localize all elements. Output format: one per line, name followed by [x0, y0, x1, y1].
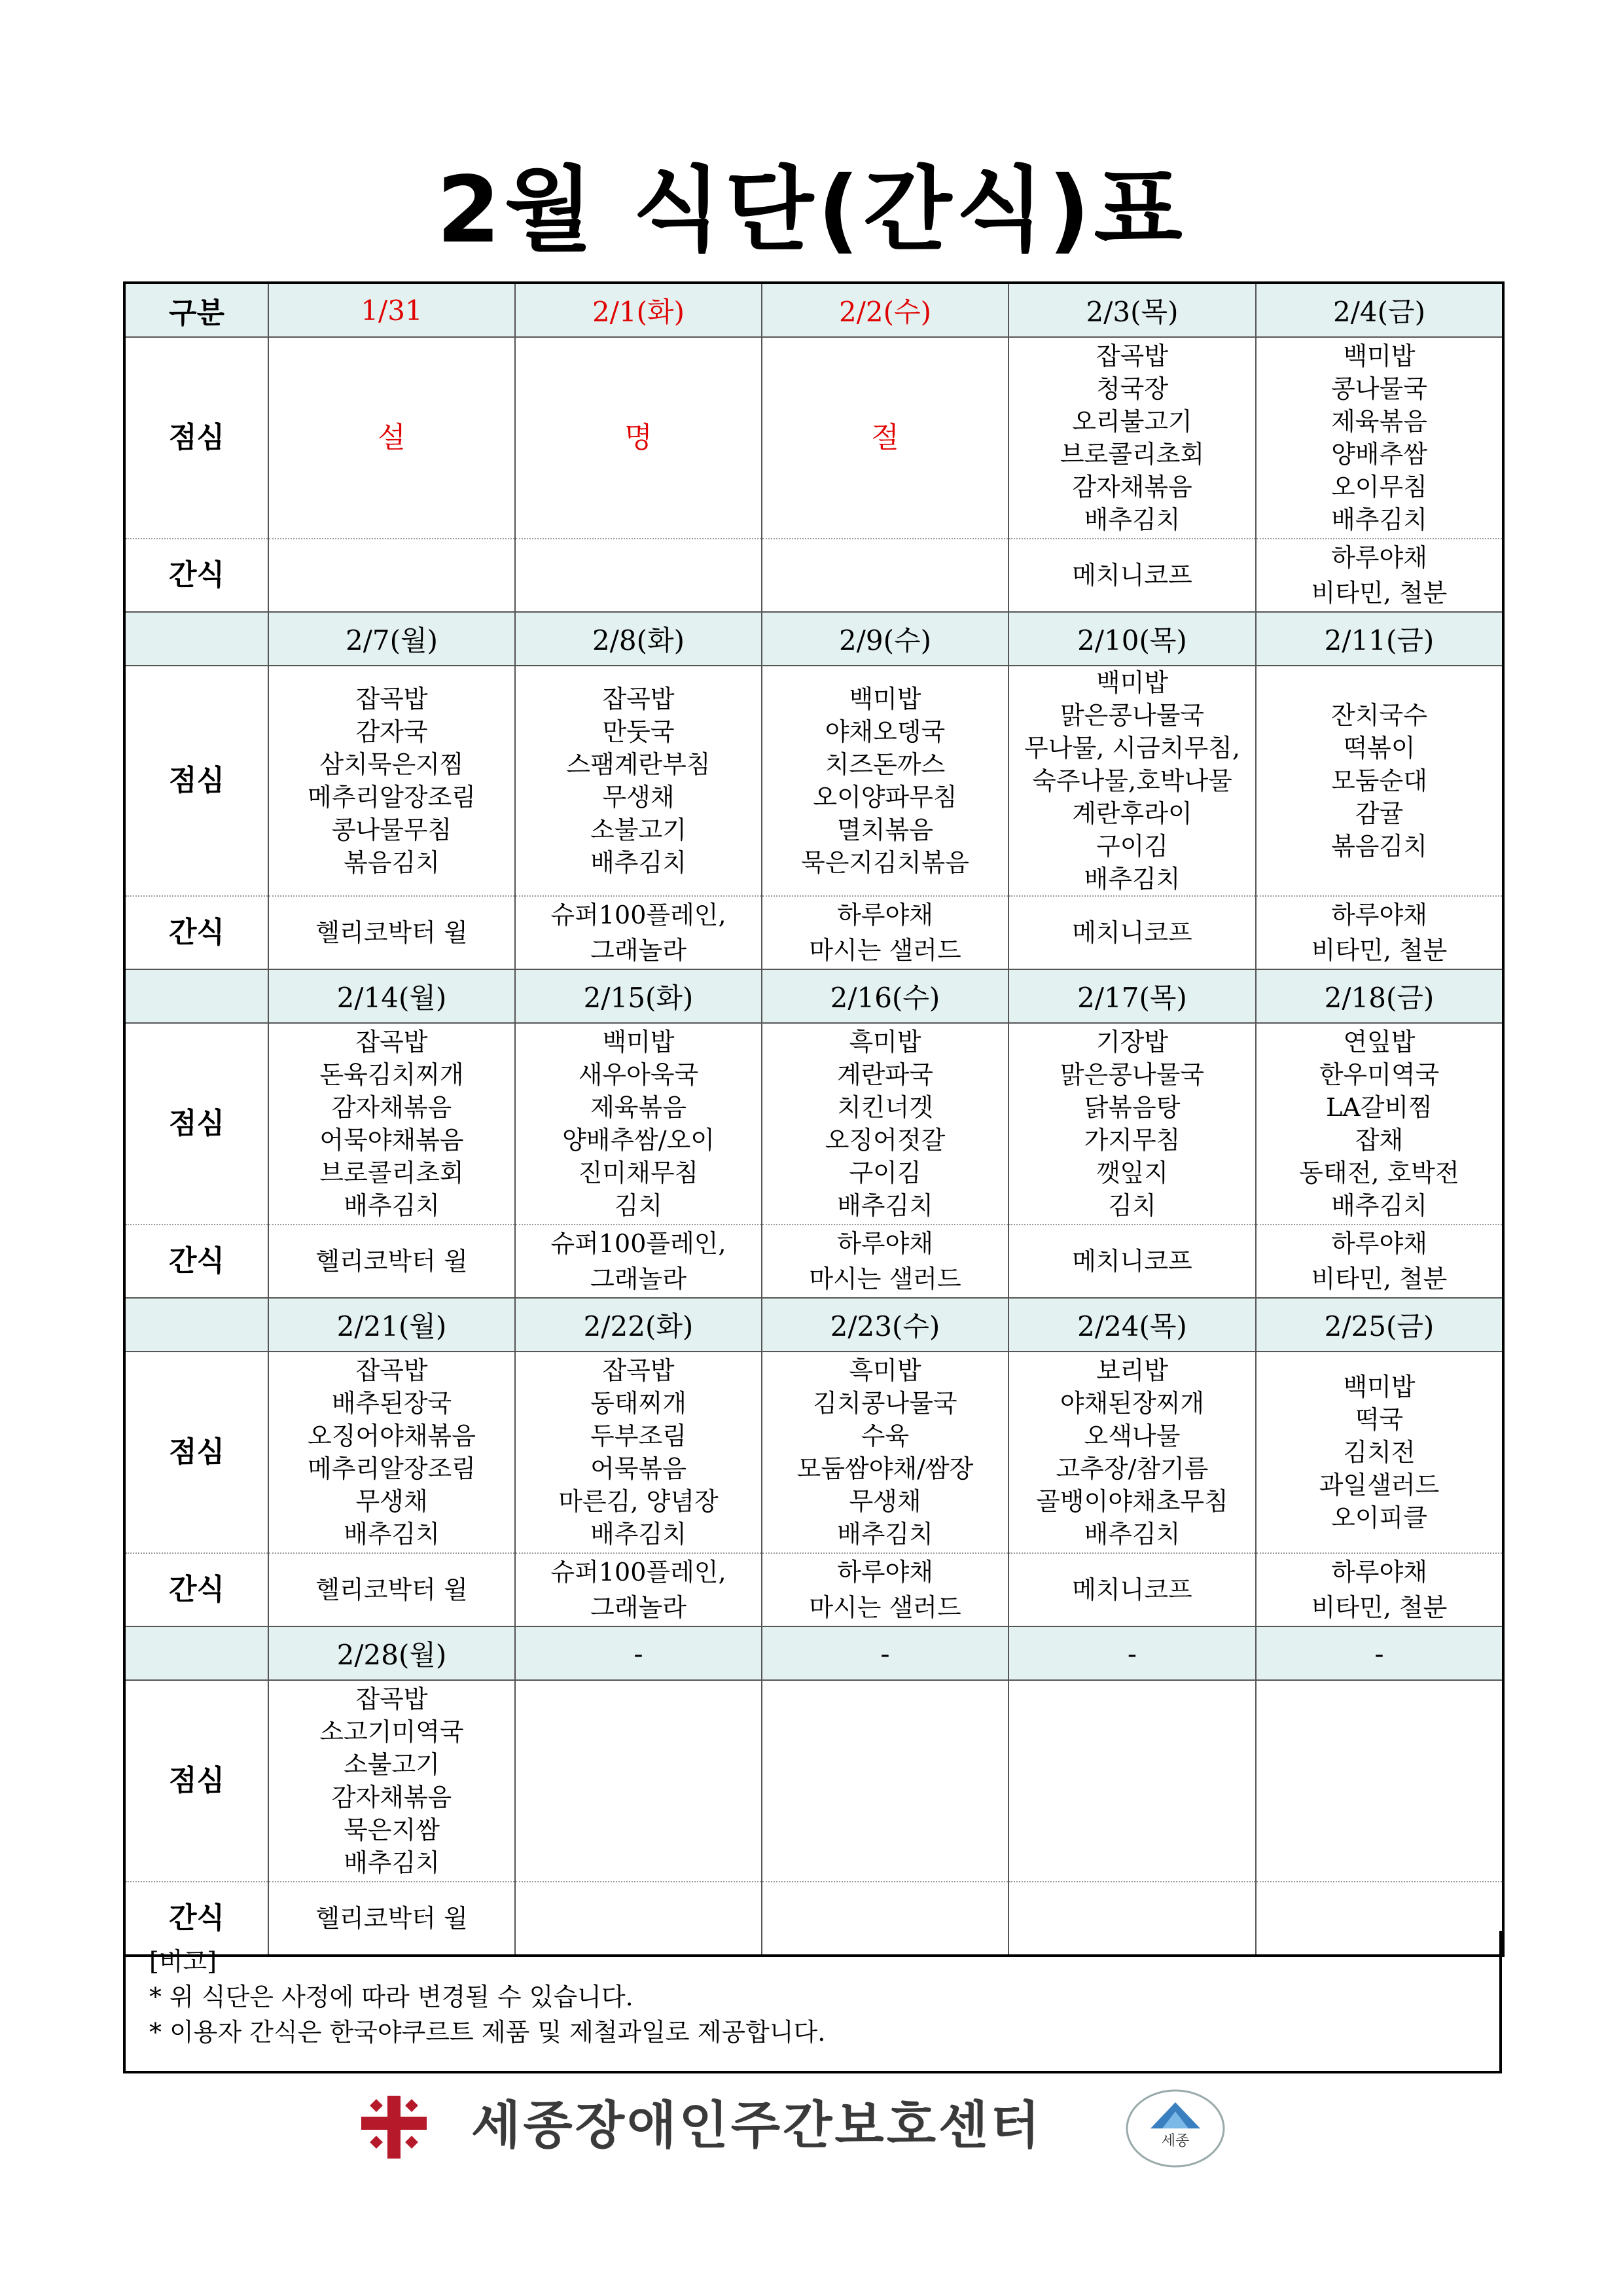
menu-item: 묵은지쌈	[344, 1816, 440, 1844]
menu-item: 무나물, 시금치무침,	[1024, 734, 1240, 762]
snack-cell	[1008, 539, 1256, 612]
snack-cell	[762, 896, 1008, 969]
snack-row	[124, 896, 1503, 969]
menu-item: 묵은지김치볶음	[801, 848, 969, 877]
snack-cell	[1256, 1225, 1503, 1298]
category-label-cell	[124, 1298, 268, 1352]
date-cell: 2/18(금)	[1256, 969, 1503, 1023]
date-cell: 2/11(금)	[1256, 612, 1503, 666]
date-cell: 2/22(화)	[515, 1298, 762, 1352]
snack-cell	[268, 1553, 515, 1626]
menu-item: 동태찌개	[590, 1389, 687, 1418]
menu-item: 구이김	[1096, 832, 1169, 861]
snack-cell	[1256, 896, 1503, 969]
menu-item: 양배추쌈	[1331, 440, 1427, 469]
lunch-cell	[1256, 337, 1503, 539]
lunch-cell	[268, 1680, 515, 1882]
menu-item: 모둠순대	[1331, 766, 1427, 795]
menu-item: 배추김치	[1331, 1191, 1427, 1220]
menu-item: 흑미밥	[849, 1356, 921, 1385]
lunch-cell	[1008, 1352, 1256, 1553]
menu-item: 새우아욱국	[578, 1060, 699, 1089]
week-header-row	[124, 1298, 1503, 1352]
menu-item: 감자국	[355, 717, 428, 746]
snack-item: 메치니코프	[1072, 918, 1192, 947]
lunch-cell	[1256, 1023, 1503, 1225]
snack-cell	[1256, 1553, 1503, 1626]
menu-item: 잡곡밥	[355, 685, 428, 713]
snack-item: 그래놀라	[590, 936, 687, 965]
menu-item: 배추김치	[1331, 505, 1427, 534]
menu-item: 잡곡밥	[355, 1356, 428, 1385]
menu-item: 닭볶음탕	[1084, 1093, 1181, 1122]
snack-item: 메치니코프	[1072, 1247, 1192, 1276]
menu-item: 잡곡밥	[355, 1685, 428, 1713]
snack-cell	[268, 896, 515, 969]
menu-item: 숙주나물,호박나물	[1032, 766, 1232, 795]
date-cell: 2/10(목)	[1008, 612, 1256, 666]
menu-item: 과일샐러드	[1319, 1471, 1440, 1499]
menu-item: 동태전, 호박전	[1299, 1158, 1459, 1187]
lunch-label: 점심	[124, 1023, 268, 1225]
lunch-row	[124, 1352, 1503, 1553]
notes-line: * 이용자 간식은 한국야쿠르트 제품 및 제철과일로 제공합니다.	[149, 2018, 826, 2047]
menu-item: 양배추쌈/오이	[562, 1126, 715, 1155]
menu-item: 어묵야채볶음	[319, 1126, 464, 1155]
date-cell: 2/28(월)	[268, 1626, 515, 1680]
menu-item: 브로콜리초회	[319, 1158, 464, 1187]
menu-item: 잡곡밥	[602, 1356, 675, 1385]
menu-item: 메추리알장조림	[308, 1454, 476, 1483]
menu-item: 마른김, 양념장	[558, 1487, 719, 1516]
snack-item: 헬리코박터 윌	[315, 1575, 468, 1604]
menu-item: 무생채	[602, 783, 675, 812]
week-header-row	[124, 1626, 1503, 1680]
lunch-row	[124, 666, 1503, 896]
date-cell: 1/31	[268, 283, 515, 337]
lunch-cell	[1008, 1023, 1256, 1225]
menu-item: 백미밥	[1096, 668, 1169, 697]
meal-table	[123, 281, 1505, 1957]
date-cell: 2/7(월)	[268, 612, 515, 666]
lunch-cell: 절	[762, 337, 1008, 539]
snack-label: 간식	[124, 539, 268, 612]
lunch-cell	[762, 1680, 1008, 1882]
menu-item: 어묵볶음	[590, 1454, 687, 1483]
menu-item: 오이양파무침	[813, 783, 957, 812]
snack-item: 슈퍼100플레인,	[550, 901, 726, 929]
lunch-cell	[762, 1352, 1008, 1553]
snack-item: 메치니코프	[1072, 561, 1192, 590]
menu-item: 연잎밥	[1343, 1028, 1416, 1056]
menu-item: 기장밥	[1096, 1028, 1169, 1056]
lunch-cell	[1008, 1680, 1256, 1882]
menu-item: 구이김	[849, 1158, 921, 1187]
menu-item: 배추김치	[1084, 865, 1181, 893]
menu-item: 콩나물무침	[331, 816, 452, 844]
menu-item: 잡곡밥	[355, 1028, 428, 1056]
snack-label: 간식	[124, 1882, 268, 1956]
menu-item: 소고기미역국	[319, 1717, 464, 1746]
snack-item: 하루야채	[1331, 1229, 1427, 1258]
snack-item: 헬리코박터 윌	[315, 918, 468, 947]
menu-item: 소불고기	[344, 1750, 440, 1779]
date-cell: -	[515, 1626, 762, 1680]
lunch-label: 점심	[124, 1680, 268, 1882]
lunch-cell	[515, 666, 762, 896]
snack-row	[124, 1553, 1503, 1626]
date-cell: 2/24(목)	[1008, 1298, 1256, 1352]
menu-item: 소불고기	[590, 816, 687, 844]
menu-item: 백미밥	[602, 1028, 675, 1056]
menu-item: 깻잎지	[1096, 1158, 1169, 1187]
lunch-row	[124, 1023, 1503, 1225]
lunch-label: 점심	[124, 337, 268, 539]
menu-item: 계란후라이	[1072, 799, 1192, 828]
category-label-cell	[124, 969, 268, 1023]
menu-item: 야채오뎅국	[825, 717, 946, 746]
snack-item: 마시는 샐러드	[809, 1265, 961, 1293]
date-cell: 2/16(수)	[762, 969, 1008, 1023]
city-seal-icon	[1124, 2088, 1226, 2169]
menu-item: 맑은콩나물국	[1060, 1060, 1205, 1089]
date-cell: -	[1008, 1626, 1256, 1680]
menu-item: 볶음김치	[344, 848, 440, 877]
snack-row	[124, 539, 1503, 612]
snack-item: 헬리코박터 윌	[315, 1247, 468, 1276]
menu-item: 떡볶이	[1343, 734, 1416, 762]
menu-item: 콩나물국	[1331, 374, 1427, 403]
menu-item: 배추김치	[837, 1191, 933, 1220]
lunch-cell	[762, 1023, 1008, 1225]
menu-item: 배추된장국	[331, 1389, 452, 1418]
menu-item: 메추리알장조림	[308, 783, 476, 812]
menu-item: 배추김치	[590, 1520, 687, 1549]
snack-cell	[515, 896, 762, 969]
snack-item: 하루야채	[1331, 543, 1427, 572]
menu-item: 제육볶음	[1331, 407, 1427, 436]
lunch-label: 점심	[124, 1352, 268, 1553]
menu-item: 김치	[614, 1191, 663, 1220]
menu-item: 모둠쌈야채/쌈장	[796, 1454, 974, 1483]
menu-item: 백미밥	[849, 685, 921, 713]
menu-item: 볶음김치	[1331, 832, 1427, 861]
category-label-cell	[124, 612, 268, 666]
menu-item: 김치콩나물국	[813, 1389, 957, 1418]
page-title: 2월 식단(간식)표	[437, 157, 1186, 264]
menu-item: 브로콜리초회	[1060, 440, 1205, 469]
week-header-row	[124, 969, 1503, 1023]
menu-item: 수육	[861, 1422, 910, 1450]
menu-item: 배추김치	[344, 1191, 440, 1220]
snack-cell	[762, 1225, 1008, 1298]
menu-item: 삼치묵은지찜	[319, 750, 464, 779]
organization-name: 세종장애인주간보호센터	[471, 2096, 1043, 2155]
snack-item: 하루야채	[1331, 901, 1427, 929]
lunch-cell	[1008, 337, 1256, 539]
menu-item: 고추장/참기름	[1056, 1454, 1209, 1483]
menu-item: 두부조림	[590, 1422, 687, 1450]
menu-item: 배추김치	[344, 1848, 440, 1877]
menu-item: 배추김치	[837, 1520, 933, 1549]
menu-item: 감자채볶음	[331, 1093, 452, 1122]
menu-item: 백미밥	[1343, 342, 1416, 370]
snack-cell	[1008, 896, 1256, 969]
menu-item: 돈육김치찌개	[319, 1060, 464, 1089]
lunch-cell	[1256, 666, 1503, 896]
menu-item: 김치전	[1343, 1438, 1416, 1467]
lunch-cell	[515, 1352, 762, 1553]
date-cell: 2/25(금)	[1256, 1298, 1503, 1352]
menu-item: 잡채	[1355, 1126, 1404, 1155]
lunch-cell	[268, 1023, 515, 1225]
lunch-cell	[1256, 1680, 1503, 1882]
snack-cell	[762, 1553, 1008, 1626]
date-cell: 2/9(수)	[762, 612, 1008, 666]
menu-item: 오색나물	[1084, 1422, 1181, 1450]
menu-item: 야채된장찌개	[1060, 1389, 1205, 1418]
snack-label: 간식	[124, 896, 268, 969]
snack-item: 헬리코박터 윌	[315, 1904, 468, 1933]
menu-item: 스팸계란부침	[566, 750, 711, 779]
menu-item: 치즈돈까스	[825, 750, 946, 779]
snack-item: 하루야채	[1331, 1558, 1427, 1587]
date-cell: 2/15(화)	[515, 969, 762, 1023]
menu-item: 제육볶음	[590, 1093, 687, 1122]
snack-label: 간식	[124, 1225, 268, 1298]
date-cell: 2/14(월)	[268, 969, 515, 1023]
menu-item: 무생채	[849, 1487, 921, 1516]
date-cell: 2/23(수)	[762, 1298, 1008, 1352]
menu-item: 무생채	[355, 1487, 428, 1516]
lunch-cell: 명	[515, 337, 762, 539]
menu-item: 잡곡밥	[602, 685, 675, 713]
category-label-cell: 구분	[124, 283, 268, 337]
menu-item: 감자채볶음	[1072, 473, 1192, 501]
menu-item: 감귤	[1355, 799, 1404, 828]
lunch-row	[124, 1680, 1503, 1882]
cross-logo-icon	[359, 2094, 429, 2160]
snack-item: 슈퍼100플레인,	[550, 1229, 726, 1258]
snack-cell	[1008, 1225, 1256, 1298]
menu-item: 떡국	[1355, 1405, 1404, 1434]
menu-item: 오리불고기	[1072, 407, 1192, 436]
menu-item: 계란파국	[837, 1060, 933, 1089]
date-cell: 2/8(화)	[515, 612, 762, 666]
date-cell: 2/21(월)	[268, 1298, 515, 1352]
menu-item: 배추김치	[1084, 1520, 1181, 1549]
week-header-row	[124, 283, 1503, 337]
menu-item: 멸치볶음	[837, 816, 933, 844]
menu-item: 오이피클	[1331, 1503, 1427, 1532]
snack-item: 비타민, 철분	[1311, 579, 1448, 607]
lunch-cell	[268, 666, 515, 896]
notes-line: * 위 식단은 사정에 따라 변경될 수 있습니다.	[149, 1982, 633, 2011]
snack-item: 비타민, 철분	[1311, 936, 1448, 965]
menu-item: 골뱅이야채초무침	[1036, 1487, 1228, 1516]
menu-item: 맑은콩나물국	[1060, 701, 1205, 730]
lunch-cell	[515, 1680, 762, 1882]
week-header-row	[124, 612, 1503, 666]
seal-text: 세종	[1161, 2133, 1190, 2149]
snack-item: 그래놀라	[590, 1265, 687, 1293]
menu-item: 가지무침	[1084, 1126, 1181, 1155]
menu-item: 치킨너겟	[837, 1093, 933, 1122]
lunch-cell	[762, 666, 1008, 896]
date-cell: 2/3(목)	[1008, 283, 1256, 337]
menu-item: 배추김치	[590, 848, 687, 877]
snack-item: 메치니코프	[1072, 1575, 1192, 1604]
snack-cell	[1256, 539, 1503, 612]
lunch-cell: 설	[268, 337, 515, 539]
snack-item: 슈퍼100플레인,	[550, 1558, 726, 1587]
snack-row	[124, 1225, 1503, 1298]
menu-item: 잡곡밥	[1096, 342, 1169, 370]
date-cell: 2/17(목)	[1008, 969, 1256, 1023]
menu-item: 배추김치	[344, 1520, 440, 1549]
menu-item: 한우미역국	[1319, 1060, 1440, 1089]
snack-cell	[268, 1225, 515, 1298]
date-cell: 2/1(화)	[515, 283, 762, 337]
menu-item: 백미밥	[1343, 1372, 1416, 1401]
menu-item: 만둣국	[602, 717, 675, 746]
date-cell: 2/2(수)	[762, 283, 1008, 337]
menu-item: 오징어야채볶음	[308, 1422, 476, 1450]
snack-cell	[515, 1553, 762, 1626]
notes-box	[123, 1931, 1502, 2073]
menu-item: 김치	[1108, 1191, 1156, 1220]
lunch-cell	[1256, 1352, 1503, 1553]
date-cell: -	[762, 1626, 1008, 1680]
lunch-cell	[515, 1023, 762, 1225]
snack-item: 그래놀라	[590, 1593, 687, 1622]
category-label-cell	[124, 1626, 268, 1680]
snack-cell	[762, 539, 1008, 612]
menu-item: 오징어젓갈	[825, 1126, 946, 1155]
lunch-cell	[1008, 666, 1256, 896]
snack-item: 마시는 샐러드	[809, 1593, 961, 1622]
menu-item: LA갈비찜	[1326, 1093, 1433, 1122]
lunch-label: 점심	[124, 666, 268, 896]
menu-item: 오이무침	[1331, 473, 1427, 501]
snack-item: 비타민, 철분	[1311, 1593, 1448, 1622]
snack-cell	[515, 539, 762, 612]
menu-item: 잔치국수	[1331, 701, 1427, 730]
menu-item: 청국장	[1096, 374, 1169, 403]
menu-item: 흑미밥	[849, 1028, 921, 1056]
snack-item: 하루야채	[837, 1229, 933, 1258]
snack-label: 간식	[124, 1553, 268, 1626]
snack-cell	[515, 1225, 762, 1298]
menu-item: 감자채볶음	[331, 1783, 452, 1812]
menu-item: 진미채무침	[578, 1158, 699, 1187]
lunch-row	[124, 337, 1503, 539]
snack-item: 비타민, 철분	[1311, 1265, 1448, 1293]
notes-heading: [비고]	[149, 1947, 217, 1976]
snack-cell	[1008, 1553, 1256, 1626]
snack-item: 마시는 샐러드	[809, 936, 961, 965]
snack-item: 하루야채	[837, 901, 933, 929]
menu-item: 배추김치	[1084, 505, 1181, 534]
lunch-cell	[268, 1352, 515, 1553]
date-cell: 2/4(금)	[1256, 283, 1503, 337]
snack-item: 하루야채	[837, 1558, 933, 1587]
date-cell: -	[1256, 1626, 1503, 1680]
snack-cell	[268, 539, 515, 612]
menu-item: 보리밥	[1096, 1356, 1169, 1385]
